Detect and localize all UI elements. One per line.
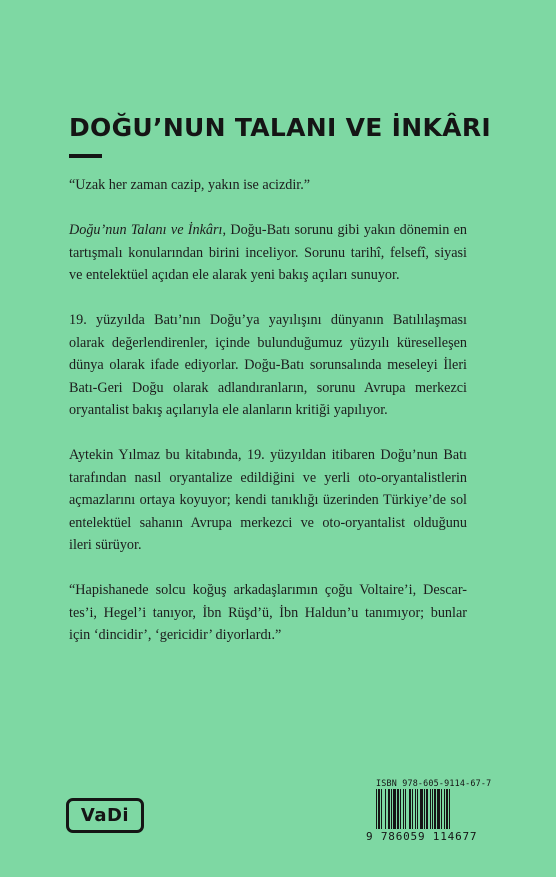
paragraph-2-line: olarak değerlendirenler, içinde bulunduğumuz yüzyılı küreselleşen <box>69 334 467 351</box>
barcode-icon <box>376 789 480 829</box>
isbn-label: ISBN 978-605-9114-67-7 <box>376 778 492 788</box>
paragraph-3-line: entelektüel sahanın Avrupa merkezci ve oto-oryantalist olduğunu <box>69 514 467 531</box>
book-title-italic: Doğu’nun Talanı ve İnkârı <box>69 222 223 238</box>
paragraph-1-line-1 <box>69 219 467 242</box>
paragraph-3-line: açmazlarını ortaya koyuyor; kendi tanıklığı üzerinden Türkiye’de sol <box>69 492 467 508</box>
paragraph-2-line: oryantalist bakış açılarıyla ele alanların kritiği yapılıyor. <box>69 402 388 418</box>
paragraph-2-line: Batı-Geri Doğu olarak adlandıranların, sorunu Avrupa merkezci <box>69 379 467 396</box>
description-paragraph-2 <box>69 309 467 422</box>
closing-quote-line: tes’i, Hegel’i tanıyor, İbn Rüşd’ü, İbn Haldun’u tanımıyor; bunlar <box>69 604 467 621</box>
book-title: DOĞU’NUN TALANI VE İNKÂRI <box>69 113 491 142</box>
paragraph-3-line: Aytekin Yılmaz bu kitabında, 19. yüzyıldan itibaren Doğu’nun Batı <box>69 447 467 463</box>
publisher-logo: VaDi <box>66 798 144 833</box>
closing-quote-line: için ‘dincidir’, ‘gericidir’ diyorlardı.” <box>69 627 282 643</box>
paragraph-1-line-3: ve entelektüel açıdan ele alarak yeni bakış açıları sunuyor. <box>69 267 400 283</box>
title-underline <box>69 154 102 158</box>
paragraph-2-line: 19. yüzyılda Batı’nın Doğu’ya yayılışını dünyanın Batılılaşması <box>69 312 467 328</box>
description-paragraph-3 <box>69 444 467 557</box>
opening-quote <box>69 174 467 197</box>
description-paragraph-1 <box>69 219 467 287</box>
paragraph-3-line: ileri sürüyor. <box>69 537 142 553</box>
ean-digits: 9 786059 114677 <box>366 830 478 843</box>
opening-quote-text: “Uzak her zaman cazip, yakın ise acizdir.” <box>69 177 311 193</box>
closing-quote <box>69 579 467 647</box>
paragraph-1-line-2: tartışmalı konularından birini inceliyor. Sorunu tarihî, felsefî, siyasi <box>69 244 467 261</box>
closing-quote-line: “Hapishanede solcu koğuş arkadaşlarımın çoğu Voltaire’i, Descar- <box>69 582 467 598</box>
paragraph-3-line: tarafından nasıl oryantalize edildiğini ve yerli oto-oryantalistlerin <box>69 469 467 486</box>
paragraph-2-line: dünya olarak ifade ediyorlar. Doğu-Batı sorunsalında meseleyi İleri <box>69 357 467 373</box>
paragraph-1-line-1-rest: , Doğu-Batı sorunu gibi yakın dönemin en <box>222 222 467 238</box>
